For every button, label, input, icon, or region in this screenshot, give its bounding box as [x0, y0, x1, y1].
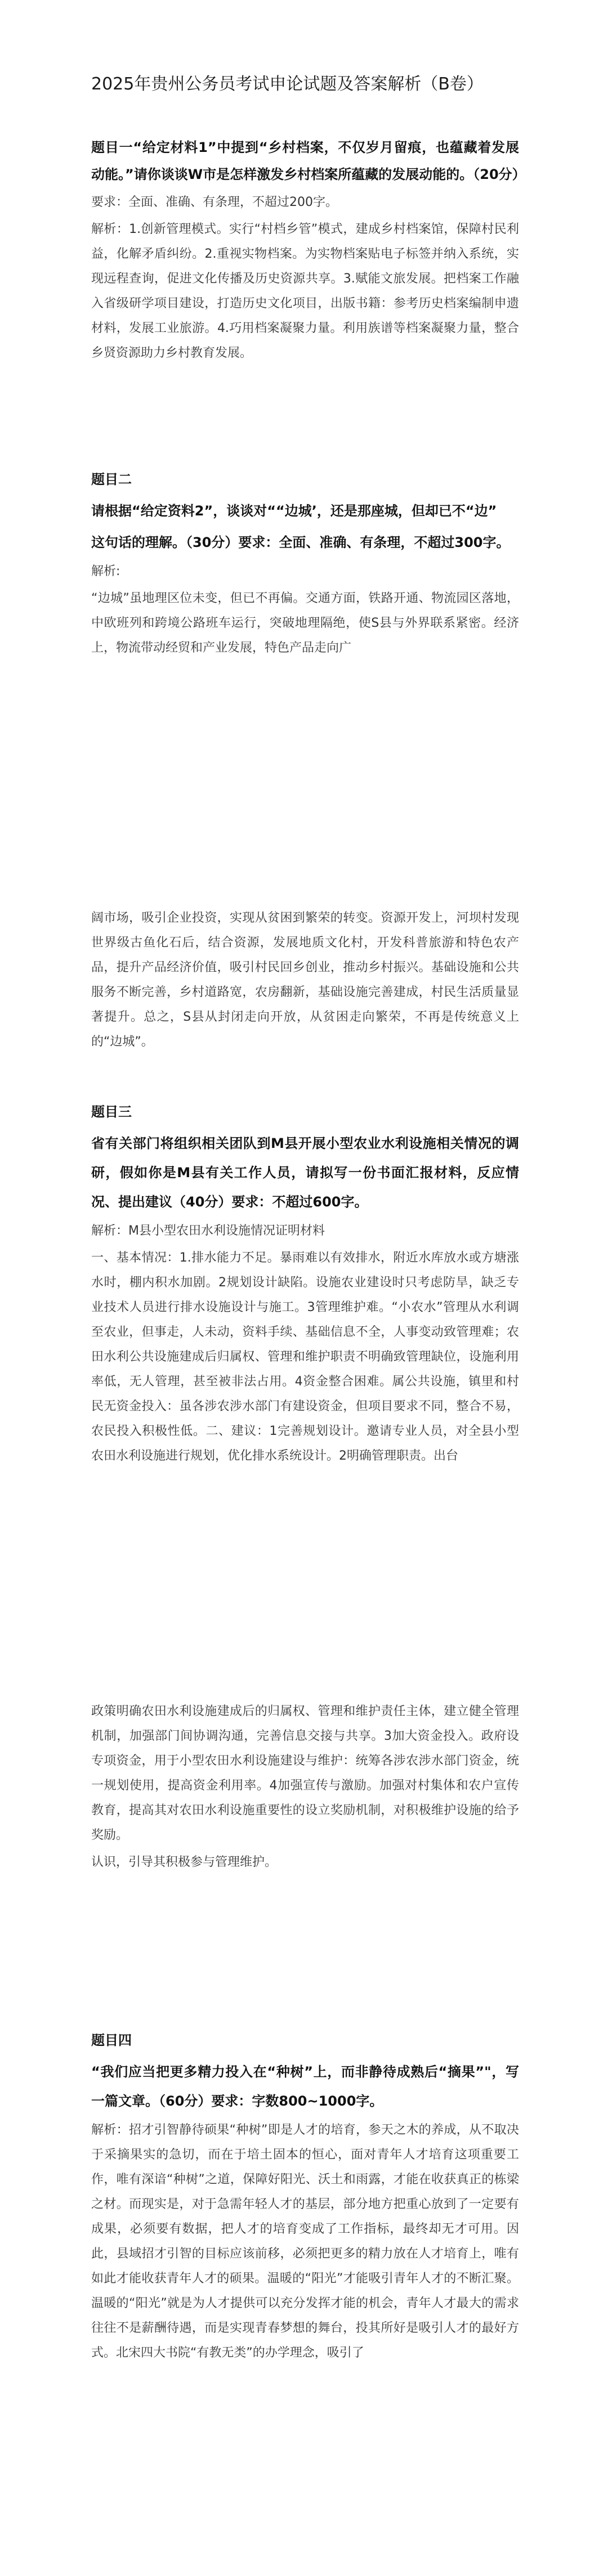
question-3-section: [91, 1097, 519, 1471]
question-2-continued: [91, 906, 519, 1057]
question-3-analysis-part-2: 政策明确农田水利设施建成后的归属权、管理和维护责任主体，建立健全管理机制，加强部门间协调沟通，完善信息交接与共享。3加大资金投入。政府设专项资金，用于小型农田水利设施建设与维护：统筹各涉农涉水部门资金，统一规划使用，提高资金利用率。4加强宣传与激励。加强对村集体和农户宣传教育，提高其对农田水利设施重要性的设立奖励机制，对积极维护设施的给予奖励。: [91, 1704, 519, 1842]
question-3-label: 题目三: [91, 1104, 132, 1120]
question-4-analysis: 解析：招才引智静待硕果“种树”即是人才的培育，参天之木的养成，从不取决于采摘果实的急切，而在于培土固本的恒心，面对青年人才培育这项重要工作，唯有深谙“种树”之道，保障好阳光、沃土和雨露，才能在收获真正的栋梁之材。而现实是，对于急需年轻人才的基层，部分地方把重心放到了一定要有成果，必须要有数据，把人才的培育变成了工作指标，最终却无才可用。因此，县域招才引智的目标应该前移，必须把更多的精力放在人才培育上，唯有如此才能收获青年人才的硕果。温暖的“阳光”才能吸引青年人才的不断汇聚。温暖的“阳光”就是为人才提供可以充分发挥才能的机会，青年人才最大的需求往往不是薪酬待遇，而是实现青春梦想的舞台，投其所好是吸引人才的最好方式。北宋四大书院“有教无类”的办学理念，吸引了: [91, 2123, 519, 2360]
question-3-analysis-title: 解析：M县小型农田水利设施情况证明材料: [91, 1224, 325, 1238]
question-2-label: 题目二: [91, 472, 132, 487]
question-3-continued: [91, 1699, 519, 1877]
question-4-prompt: “我们应当把更多精力投入在“种树”上，而非静待成熟后“摘果”"，写一篇文章。（60分）要求：字数800~1000字。: [91, 2064, 519, 2109]
question-3-analysis-part-3: 认识，引导其积极参与管理维护。: [91, 1855, 278, 1869]
question-2-section: [91, 465, 519, 663]
question-2-analysis-label: 解析:: [91, 564, 120, 578]
question-2-prompt-line-1: 请根据“给定资料2”，谈谈对““边城’，还是那座城，但却已不“边”: [91, 503, 497, 519]
question-3-prompt: 省有关部门将组织相关团队到M县开展小型农业水利设施相关情况的调研，假如你是M县有关工作人员，请拟写一份书面汇报材料，反应情况、提出建议（40分）要求：不超过600字。: [91, 1136, 519, 1210]
question-1-analysis: 解析：1.创新管理模式。实行“村档乡管”模式，建成乡村档案馆，保障村民利益，化解矛盾纠纷。2.重视实物档案。为实物档案贴电子标签并纳入系统，实现远程查询，促进文化传播及历史资源共享。3.赋能文旅发展。把档案工作融入省级研学项目建设，打造历史文化项目，出版书籍：参考历史档案编制申遗材料，发展工业旅游。4.巧用档案凝聚力量。利用族谱等档案凝聚力量，整合乡贤资源助力乡村教育发展。: [91, 222, 519, 360]
question-1-section: [91, 134, 526, 368]
question-3-analysis-part-1: 一、基本情况：1.排水能力不足。暴雨难以有效排水，附近水库放水或方塘涨水时，棚内积水加剧。2规划设计缺陷。设施农业建设时只考虑防旱，缺乏专业技术人员进行排水设施设计与施工。3管理维护难。“小农水”管理从水利调至农业，但事走，人未动，资料手续、基础信息不全，人事变动致管理难；农田水利公共设施建成后归属权、管理和维护职责不明确致管理缺位，设施利用率低，无人管理，甚至被非法占用。4资金整合困难。属公共设施，镇里和村民无资金投入：虽各涉农涉水部门有建设资金，但项目要求不同，整合不易，农民投入积极性低。二、建议：1完善规划设计。邀请专业人员，对全县小型农田水利设施进行规划，优化排水系统设计。2明确管理职责。出台: [91, 1251, 519, 1463]
question-4-label: 题目四: [91, 2032, 132, 2048]
question-4-section: [91, 2026, 519, 2368]
question-2-analysis-part-2: 阔市场，吸引企业投资，实现从贫困到繁荣的转变。资源开发上，河坝村发现世界级古鱼化石后，结合资源，发展地质文化村，开发科普旅游和特色农产品，提升产品经济价值，吸引村民回乡创业，推动乡村振兴。基础设施和公共服务不断完善，乡村道路宽，农房翻新，基础设施完善建成，村民生活质量显著提升。总之，S县从封闭走向开放，从贫困走向繁荣，不再是传统意义上的“边城”。: [91, 911, 519, 1049]
question-1-heading: 题目一“给定材料1”中提到“乡村档案，不仅岁月留痕，也蕴藏着发展动能。”请你谈谈W市是怎样激发乡村档案所蕴藏的发展动能的。（20分）: [91, 140, 526, 182]
question-1-requirement: 要求：全面、准确、有条理，不超过200字。: [91, 195, 338, 209]
question-2-analysis-part-1: “边城”虽地理区位未变，但已不再偏。交通方面，铁路开通、物流园区落地，中欧班列和跨境公路班车运行，突破地理隔绝，使S县与外界联系紧密。经济上，物流带动经贸和产业发展，特色产品走向广: [91, 591, 519, 655]
document-title: 2025年贵州公务员考试申论试题及答案解析（B卷）: [91, 74, 484, 94]
question-2-prompt-line-2: 这句话的理解。（30分）要求：全面、准确、有条理，不超过300字。: [91, 535, 510, 550]
